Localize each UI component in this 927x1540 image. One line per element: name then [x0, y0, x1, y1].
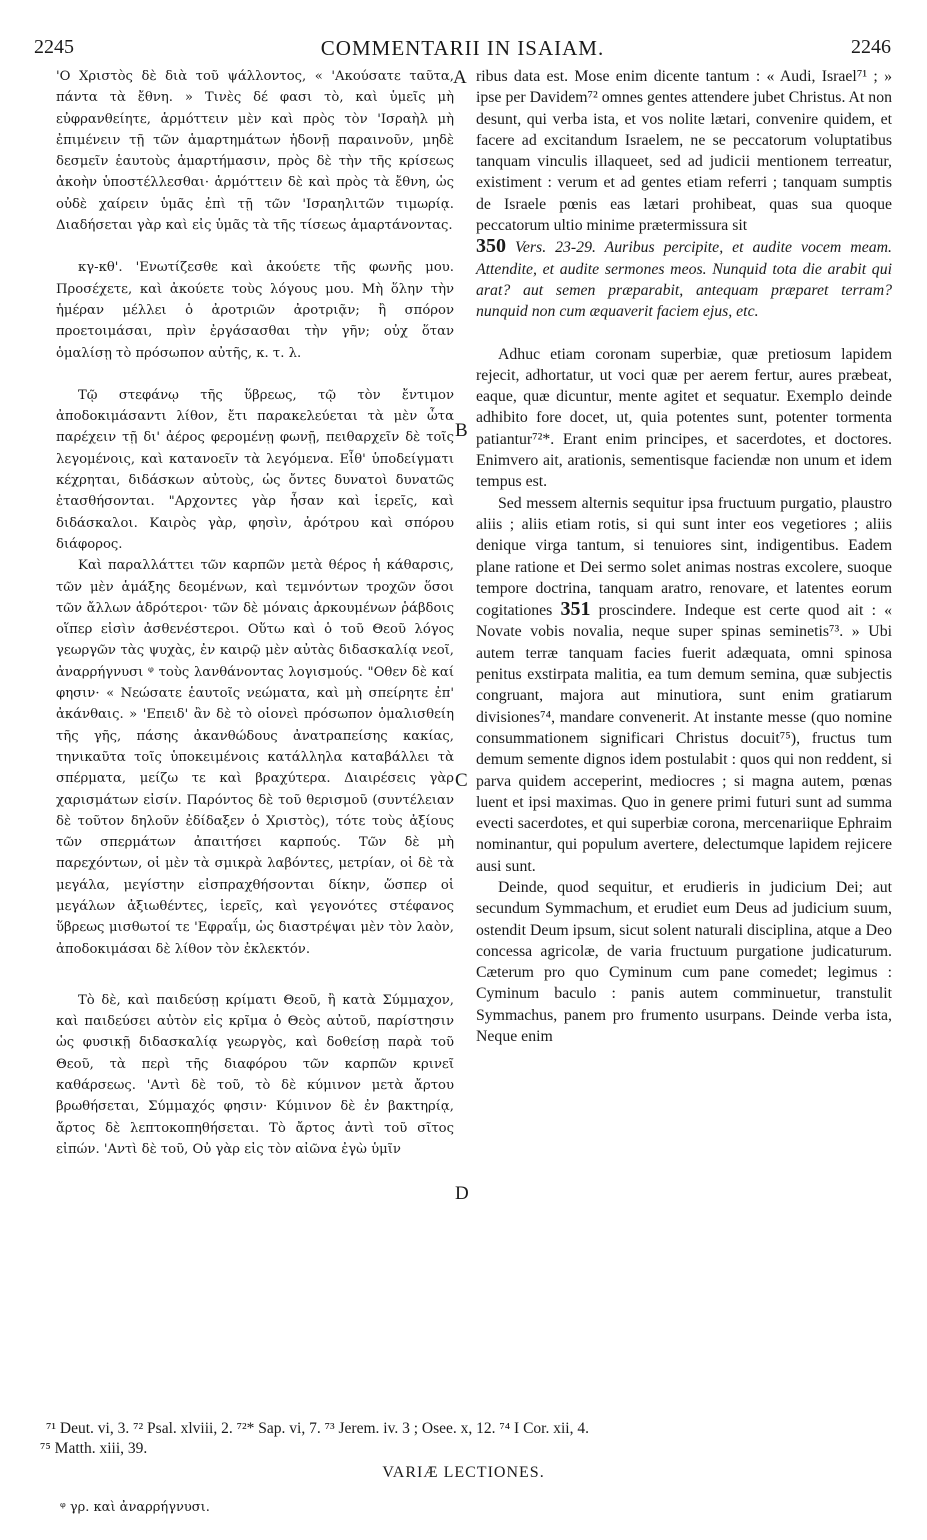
latin-verse-heading: Vers. 23-29. Auribus percipite, et audite vocem meam. Attendite, et audite sermones meos. Nunquid tota die arabit qui arat? aut semen præparabit, antequam præparet terram? nunquid non cum æquaverit faciem ejus, etc. — [476, 239, 892, 321]
running-title: COMMENTARII IN ISAIAM. — [320, 36, 605, 60]
margin-marker-d: D — [455, 1183, 469, 1204]
page-number-right: 2246 — [851, 36, 891, 58]
margin-marker-b: B — [455, 420, 468, 441]
footnote-line: ⁷¹ Deut. vi, 3. ⁷² Psal. xlviii, 2. ⁷²* Sap. vi, 7. ⁷³ Jerem. iv. 3 ; Osee. x, 12. ⁷⁴ I Cor. xii, 4. — [46, 1420, 589, 1437]
greek-verse-heading: κγ-κθ'. 'Ενωτίζεσθε καὶ ἀκούετε τῆς φωνῆς μου. Προσέχετε, καὶ ἀκούετε τοὺς λόγους μου. Μὴ ὅλην τὴν ἡμέραν μέλλει ὁ ἀροτριῶν ἀροτριᾷν; ἢ σπόρον προετοιμάσαι, πρὶν ἐργάσασθαι τὴν γῆν; οὐχ ὅταν ὁμαλίσῃ τὸ πρόσωπον αὐτῆς, κ. τ. λ. — [56, 260, 454, 361]
margin-marker-c: C — [455, 770, 468, 791]
greek-paragraph: Τὸ δὲ, καὶ παιδεύσῃ κρίματι Θεοῦ, ἢ κατὰ Σύμμαχον, καὶ παιδεύσει αὐτὸν εἰς κρῖμα ὁ Θεὸς αὐτοῦ, παρίστησιν ὡς φυσικῇ διδασκαλίᾳ γεωργὸς, καὶ δοθείσῃ παρὰ τοῦ Θεοῦ, τὰ περὶ τῆς διαφόρου τῶν καρπῶν κρινεῖ καθάρσεως. 'Αντὶ δὲ τοῦ, τὸ δὲ κύμινον μετὰ ἄρτου βρωθήσεται, Σύμμαχός φησιν· Κύμινον δὲ ἐν βακτηρίᾳ, ἄρτος δὲ λεπτοκοπηθήσεται. Τὸ ἄρτος ἀντὶ τοῦ σῖτος εἰπών. 'Αντὶ δὲ τοῦ, Οὐ γὰρ εἰς τὸν αἰῶνα ἐγὼ ὑμῖν — [56, 992, 454, 1157]
margin-marker-a: A — [453, 67, 467, 88]
greek-paragraph: Καὶ παραλλάττει τῶν καρπῶν μετὰ θέρος ἡ κάθαρσις, τῶν μὲν ἁμάξης δεομένων, καὶ τεμνόντων τροχῶν ὅσοι τῶν ἄλλων ἁδρότεροι· τῶν δὲ μόναις ἀρκουμένων ῥάβδοις οἵπερ εἰσὶν ἀσθενέστεροι. Οὕτω καὶ ὁ τοῦ Θεοῦ λόγος γεωργῶν τὰς ψυχὰς, ἐν καιρῷ μὲν αὐτὰς διδασκαλίᾳ νεοῖ, ἀναρρήγνυσι ᵠ τοὺς λανθάνοντας λογισμούς. "Οθεν δὲ καί φησιν· « Νεώσατε ἑαυτοῖς νεώματα, καὶ μὴ σπείρητε ἐπ' ἀκάνθαις. » 'Επειδ' ἂν δὲ τὸ οἱονεὶ πρόσωπον ὁμαλισθείη τῆς γῆς, πάσης ἀκανθώδους ἀνατραπείσης κακίας, τηνικαῦτα τοῖς ὑποκειμένοις κατάλληλα καταβάλλει τὰ σπέρματα, μείζω τε καὶ βραχύτερα. Διαιρέσεις γὰρ χαρισμάτων εἰσίν. Παρόντος δὲ τοῦ θερισμοῦ (συντέλειαν δὲ τοῦτον δηλοῦν ἐδίδαξεν ὁ Χριστὸς), τότε τοὺς ἀξίους τῶν σπερμάτων ἀπαιτήσει καρπούς. Τῶν δὲ μὴ παρεχόντων, οἱ μὲν τὰ σμικρὰ λαβόντες, μετρίαν, οἱ δὲ τὰ μεγάλα, μεγίστην εἰσπραχθήσονται δίκην, ὥσπερ οἱ μεγάλων ἀξιωθέντες, ἱερεῖς, καὶ γεγονότες στέφανος ὕβρεως μισθωτοί τε 'Εφραΐμ, ὡς διαστρέψαι μὲν τὸν λαὸν, ἀποδοκιμάσαι δὲ λίθον τὸν ἐκλεκτόν. — [56, 558, 454, 957]
column-number: 350 — [476, 235, 506, 258]
greek-column — [56, 66, 454, 1160]
latin-column — [476, 66, 892, 1047]
variae-lectiones-note: ᵠ γρ. καὶ ἀναρρήγνυσι. — [60, 1500, 210, 1515]
column-number: 351 — [560, 598, 591, 621]
latin-paragraph: Adhuc etiam coronam superbiæ, quæ pretiosum lapidem rejecit, adhortatur, ut voci quæ per aerem fertur, aures præbeat, eaque, quæ dicuntur, mente agitet et sequatur. Exemplo deinde adhibito fore docet, ut, quia potentes sunt, potenter tormenta patiantur⁷²*. Erant enim principes, et sacerdotes, et doctores. Enimvero ait, arationis, sementisque faciendæ non unum et idem tempus est. — [476, 345, 892, 491]
footnote-line: ⁷⁵ Matth. xiii, 39. — [40, 1440, 148, 1457]
latin-paragraph: ribus data est. Mose enim dicente tantum : « Audi, Israel⁷¹ ; » ipse per Davidem⁷² omnes gentes attendere jubet Christus. At non desunt, qui verba ista, et vos nolite lætari, convenire quidem, et facere ad excitandum Israelem, ne se peccatorum voluptatibus tanquam vinculis illaqueet, sed ad judicii mentionem terreatur, existiment : verum et ad gentes etiam referri ; tanquam sumptis de Israele pœnis eas lætari prohibeat, quas sua quoque peccatorum ultio minime prætermissura sit — [476, 68, 892, 235]
greek-paragraph: Τῷ στεφάνῳ τῆς ὕβρεως, τῷ τὸν ἔντιμον ἀποδοκιμάσαντι λίθον, ἔτι παρακελεύεται τὰ μὲν ὦτα παρέχειν τῇ δι' ἀέρος φερομένῃ φωνῇ, πειθαρχεῖν δὲ τοῖς λεγομένοις, καὶ κατανοεῖν τὰ λεγόμενα. Εἶθ' ὑποδείγματι κέχρηται, διδάσκων αὐτοὺς, ὡς ὄντες δυνατοὶ δυνατῶς ἐτασθήσονται. "Αρχοντες γὰρ ἦσαν καὶ ἱερεῖς, καὶ διδάσκαλοι. Καιρὸς γὰρ, φησὶν, ἀρότρου καὶ σπόρου διάφορος. — [56, 387, 454, 552]
variae-lectiones-heading: VARIÆ LECTIONES. — [382, 1464, 545, 1481]
page-number-left: 2245 — [34, 36, 74, 58]
page-header — [34, 36, 891, 66]
greek-paragraph: 'Ο Χριστὸς δὲ διὰ τοῦ ψάλλοντος, « 'Ακούσατε ταῦτα, πάντα τὰ ἔθνη. » Τινὲς δέ φασι τὸ, καὶ ὑμεῖς μὴ εὐφρανθείητε, ἁρμόττειν μὲν καὶ πρὸς τὸν 'Ισραὴλ μὴ ἐπιμένειν τῇ τῶν ἁμαρτημάτων ἡδονῇ παραινοῦν, μηδὲ δεσμεῖν ἑαυτοὺς ἁμαρτήμασιν, πρὸς δὲ τὴν τῆς κρίσεως ἀκοὴν ὑποστέλλεσθαι· ἁρμόττειν δὲ καὶ πρὸς τὰ ἔθνη, ὡς οὐδὲ χαίρειν ὑμᾶς ἐπὶ τῇ τῶν 'Ισραηλιτῶν τιμωρίᾳ. Διαδήσεται γὰρ καὶ εἰς ὑμᾶς τὰ τῆς τίσεως ἁμαρτάνοντας. — [56, 69, 454, 234]
latin-paragraph: Sed messem alternis sequitur ipsa fructuum purgatio, plaustro aliis ; aliis etiam rotis, si qui sunt inter eos vegetiores ; aliis denique virga tantum, si tenuiores sint, indigentibus. Eadem plane ratione et Dei sermo solet animas nostras excolere, suoque tempore doctrina, tanquam aratro, renovare, et latentes eorum cogitationes — [476, 494, 892, 620]
latin-paragraph: Deinde, quod sequitur, et erudieris in judicium Dei; aut secundum Symmachum, et erudiet eum Deus ad judicium suum, ostendit Deum ipsum, sicut solent naturali disciplina, atque a Deo concessa agricolæ, de varia fructuum purgatione judicaturum. Cæterum pro quo Cyminum cum pane comedet; legimus : Cyminum baculo : panis autem comminuetur, transtulit Symmachus, panem pro frumento usurpans. Deinde verba ista, Neque enim — [476, 878, 892, 1046]
latin-paragraph: proscindere. Indeque est certe quod ait : « Novate vobis novalia, neque super spinas seminetis⁷³. » Ubi autem terræ tanquam facies fuerit adæquata, omni spinosa penitus exstirpata malitia, ea tum demum semina, quæ subjectis congruant, majora aut minutiora, sunt enim gratiarum divisiones⁷⁴, mandare convenerit. At instante messe (quo nomine consummationem significari Christus docuit⁷⁵), fructus tum demum semente dignos idem postulabit : quos qui non reddent, si parva quidem acceperint, mediocres ; si magna autem, pœnas luent et ipsi maximas. Quo in genere primi futuri sunt ad summa evecti sacerdotes, et qui superbiæ corona, mercenariique Ephraim nominantur, qui populum avertere, delectumque lapidem rejicere ausi sunt. — [476, 602, 892, 875]
